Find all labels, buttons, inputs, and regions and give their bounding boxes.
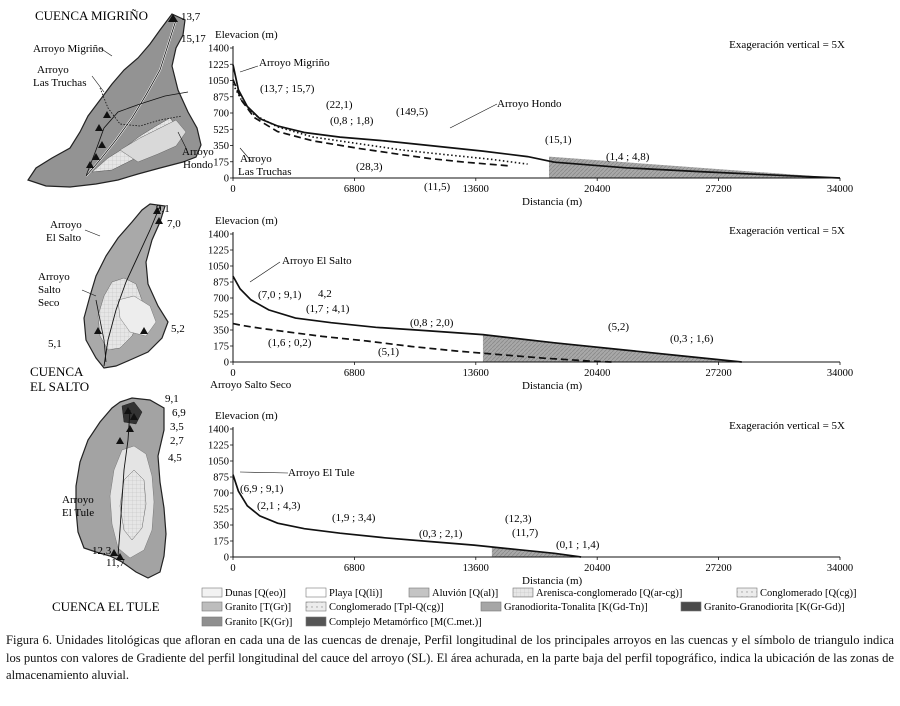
y-tick-label: 1225 (208, 440, 229, 452)
map-label: 9,1 (165, 393, 179, 405)
annotation-label: 4,2 (318, 288, 332, 300)
x-tick-label: 34000 (826, 563, 854, 574)
map-label: Arroyo (182, 146, 214, 158)
legend-swatch (681, 602, 701, 611)
y-tick-label: 175 (213, 157, 229, 169)
basin-title-el-salto-line1: CUENCA (30, 364, 84, 379)
basin-title-el-tule: CUENCA EL TULE (52, 599, 160, 614)
legend-swatch (306, 588, 326, 597)
legend-label: Conglomerado [Tpl-Q(cg)] (329, 602, 444, 613)
map-label: Las Truchas (33, 77, 87, 89)
annotation-label: Arroyo Salto Seco (210, 379, 292, 391)
annotation-label: (0,3 ; 2,1) (419, 528, 463, 540)
map-label: Arroyo Migriño (33, 43, 104, 55)
annotation-label: (2,1 ; 4,3) (257, 500, 301, 512)
annotation-label: (5,2) (608, 321, 630, 333)
annotation-label: Arroyo Migriño (259, 57, 330, 69)
x-tick-label: 0 (230, 563, 236, 574)
lithology-legend (202, 588, 857, 628)
basin-map-el-tule (52, 393, 186, 614)
legend-swatch (737, 588, 757, 597)
legend-swatch (409, 588, 429, 597)
x-tick-label: 13600 (462, 368, 489, 379)
x-tick-label: 13600 (462, 184, 489, 195)
x-tick-label: 20400 (584, 563, 611, 574)
alluvial-storage-area (549, 157, 840, 178)
y-tick-label: 525 (213, 504, 229, 516)
annotation-leader (240, 472, 288, 473)
map-label: 11,7 (106, 557, 125, 569)
x-tick-label: 0 (230, 368, 236, 379)
y-tick-label: 700 (213, 293, 229, 305)
y-tick-label: 1050 (208, 456, 229, 468)
annotation-label: (1,7 ; 4,1) (306, 303, 350, 315)
y-tick-label: 1225 (208, 59, 229, 71)
legend-label: Granodiorita-Tonalita [K(Gd-Tn)] (504, 602, 648, 613)
y-tick-label: 700 (213, 488, 229, 500)
leader-line (92, 76, 104, 92)
map-label: 6,9 (172, 407, 186, 419)
annotation-label: (11,7) (512, 527, 539, 539)
x-tick-label: 20400 (584, 368, 611, 379)
legend-swatch (202, 588, 222, 597)
legend-swatch (202, 617, 222, 626)
y-tick-label: 1050 (208, 76, 229, 87)
map-label: 3,5 (170, 421, 184, 433)
map-label: 4,5 (168, 452, 182, 464)
profile-line-las-truchas (233, 84, 528, 164)
x-tick-label: 6800 (343, 563, 365, 574)
annotation-label: (28,3) (356, 161, 383, 173)
vertical-exaggeration-note: Exageración vertical = 5X (729, 39, 845, 51)
legend-swatch (481, 602, 501, 611)
y-tick-label: 1225 (208, 245, 229, 257)
x-tick-label: 34000 (826, 184, 854, 195)
legend-swatch (513, 588, 533, 597)
legend-swatch (306, 602, 326, 611)
annotation-label: (7,0 ; 9,1) (258, 289, 302, 301)
annotation-label: (1,4 ; 4,8) (606, 151, 650, 163)
map-label: Arroyo (62, 494, 94, 506)
map-label: Arroyo (38, 271, 70, 283)
map-label: El Tule (62, 507, 95, 519)
map-label: 9,1 (156, 203, 170, 215)
vertical-exaggeration-note: Exageración vertical = 5X (729, 225, 845, 237)
map-label: Arroyo (50, 219, 82, 231)
legend-swatch (202, 602, 222, 611)
legend-label: Arenisca-conglomerado [Q(ar-cg)] (536, 588, 683, 599)
annotation-label: (0,3 ; 1,6) (670, 333, 714, 345)
x-tick-label: 0 (230, 184, 236, 195)
legend-label: Granito [K(Gr)] (225, 617, 293, 628)
y-tick-label: 175 (213, 536, 229, 548)
profile-chart-el-tule (208, 410, 853, 587)
y-axis-title: Elevacion (m) (215, 410, 278, 422)
y-tick-label: 875 (213, 472, 229, 484)
legend-label: Complejo Metamórfico [M(C.met.)] (329, 617, 482, 628)
annotation-label: (5,1) (378, 346, 400, 358)
y-tick-label: 700 (213, 108, 229, 120)
y-axis-title: Elevacion (m) (215, 29, 278, 41)
x-tick-label: 6800 (343, 368, 365, 379)
annotation-label: (149,5) (396, 106, 429, 118)
y-tick-label: 1400 (208, 229, 229, 241)
map-label: El Salto (46, 232, 82, 244)
annotation-label: (22,1) (326, 99, 353, 111)
map-label: 13,7 (181, 11, 201, 23)
annotation-label: (0,8 ; 1,8) (330, 115, 374, 127)
map-label: 5,2 (171, 323, 185, 335)
annotation-label: (12,3) (505, 513, 532, 525)
x-axis-title: Distancia (m) (522, 575, 583, 587)
y-tick-label: 1050 (208, 261, 229, 273)
profile-line-arroyo-migri-o (233, 65, 554, 163)
legend-label: Granito [T(Gr)] (225, 602, 292, 613)
legend-label: Dunas [Q(eo)] (225, 588, 286, 599)
map-label: 5,1 (48, 338, 62, 350)
annotation-label: Arroyo El Tule (288, 467, 355, 479)
y-tick-label: 0 (223, 173, 229, 185)
x-tick-label: 27200 (705, 563, 732, 574)
y-axis-title: Elevacion (m) (215, 215, 278, 227)
basin-title-el-salto-line2: EL SALTO (30, 379, 90, 394)
x-tick-label: 27200 (705, 184, 732, 195)
x-tick-label: 13600 (462, 563, 489, 574)
annotation-label: Arroyo El Salto (282, 255, 352, 267)
x-tick-label: 20400 (584, 184, 611, 195)
annotation-leader (250, 262, 280, 282)
leader-line (85, 230, 100, 236)
x-axis-title: Distancia (m) (522, 380, 583, 392)
basin-map-migrino (28, 8, 214, 187)
x-axis-title: Distancia (m) (522, 196, 583, 208)
basin-map-el-salto (30, 203, 185, 394)
annotation-label: (13,7 ; 15,7) (260, 83, 315, 95)
annotation-label: (0,8 ; 2,0) (410, 317, 454, 329)
x-tick-label: 6800 (343, 184, 365, 195)
map-label: Salto (38, 284, 61, 296)
annotation-label: (11,5) (424, 181, 451, 193)
annotation-label: Arroyo (240, 153, 272, 165)
y-tick-label: 1400 (208, 424, 229, 436)
annotation-label: (1,9 ; 3,4) (332, 512, 376, 524)
annotation-label: (6,9 ; 9,1) (240, 483, 284, 495)
basin-title-migrino: CUENCA MIGRIÑO (35, 8, 149, 23)
y-tick-label: 875 (213, 277, 229, 289)
y-tick-label: 0 (223, 552, 229, 564)
annotation-label: (15,1) (545, 134, 572, 146)
legend-label: Playa [Q(li)] (329, 588, 383, 599)
annotation-label: (1,6 ; 0,2) (268, 337, 312, 349)
y-tick-label: 350 (213, 141, 229, 152)
x-tick-label: 27200 (705, 368, 732, 379)
legend-label: Aluvión [Q(al)] (432, 588, 499, 599)
legend-label: Conglomerado [Q(cg)] (760, 588, 857, 599)
y-tick-label: 1400 (208, 43, 229, 55)
vertical-exaggeration-note: Exageración vertical = 5X (729, 420, 845, 432)
y-tick-label: 175 (213, 341, 229, 353)
map-label: 7,0 (167, 218, 181, 230)
y-tick-label: 0 (223, 357, 229, 369)
map-label: 12,3 (92, 545, 112, 557)
map-label: 2,7 (170, 435, 184, 447)
y-tick-label: 525 (213, 124, 229, 136)
legend-swatch (306, 617, 326, 626)
map-label: Hondo (183, 159, 213, 171)
annotation-label: Las Truchas (238, 166, 292, 178)
y-tick-label: 525 (213, 309, 229, 321)
map-label: Seco (38, 297, 60, 309)
y-tick-label: 350 (213, 520, 229, 532)
x-tick-label: 34000 (826, 368, 854, 379)
map-label: 15,17 (181, 33, 206, 45)
legend-label: Granito-Granodiorita [K(Gr-Gd)] (704, 602, 845, 613)
map-label: Arroyo (37, 64, 69, 76)
profile-chart-el-salto (208, 215, 853, 392)
figure-caption: Figura 6. Unidades litológicas que afloran en cada una de las cuencas de drenaje, Perfil longitudinal de los principales arroyos en las cuencas y el símbolo de triangulo indica los puntos con valores de Gradiente del perfil longitudinal del cauce del arroyo (SL). El área achurada, en la parte baja del perfil topográfico, indica la ubicación de las zonas de almacenamiento aluvial. (6, 633, 894, 682)
annotation-label: Arroyo Hondo (497, 98, 562, 110)
y-tick-label: 350 (213, 325, 229, 337)
annotation-leader (240, 66, 258, 72)
annotation-leader (450, 104, 497, 128)
profile-chart-migrino (208, 29, 853, 208)
y-tick-label: 875 (213, 92, 229, 104)
annotation-label: (0,1 ; 1,4) (556, 539, 600, 551)
